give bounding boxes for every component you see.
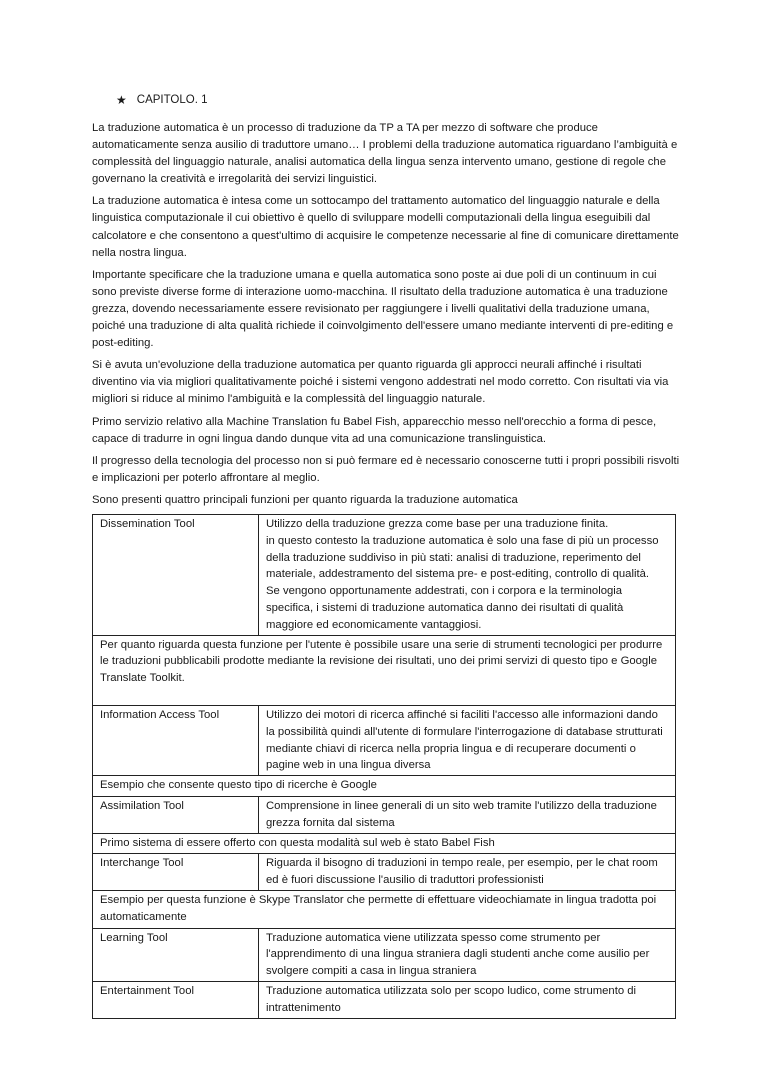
paragraph: La traduzione automatica è intesa come un sottocampo del trattamento automatico del linguaggio naturale e della linguistica computazionale il cui obiettivo è quello di sviluppare modelli computazionali della lingua eseguibili dal calcolatore e che consentono a quest'ultimo di acquisire le competenze necessarie al fine di comunicare direttamente nella nostra lingua. <box>92 195 679 259</box>
function-name: Information Access Tool <box>93 705 259 775</box>
functions-table <box>92 514 676 1019</box>
description-line: in questo contesto la traduzione automatica è solo una fase di più un processo della traduzione suddiviso in più stati: analisi di traduzione, reperimento del materiale, addestramento del sistema pre- e post-editing, controllo di qualità. <box>266 534 659 581</box>
function-description <box>259 796 676 833</box>
function-description <box>259 705 676 775</box>
chapter-title: CAPITOLO. 1 <box>136 94 208 106</box>
table-row <box>93 635 676 705</box>
description-line: Traduzione automatica utilizzata solo per scopo ludico, come strumento di intrattenimento <box>266 984 637 1014</box>
body-text <box>92 120 680 516</box>
table-row <box>93 890 676 928</box>
paragraph: Primo servizio relativo alla Machine Translation fu Babel Fish, apparecchio messo nell'orecchio a forma di pesce, capace di tradurre in ogni lingua dando dunque vita ad una comunicazione translinguistica. <box>92 415 657 445</box>
function-description <box>259 981 676 1018</box>
function-description <box>259 928 676 981</box>
function-name: Assimilation Tool <box>93 796 259 833</box>
chapter-heading <box>116 92 208 109</box>
table-row <box>93 776 676 797</box>
paragraph: Importante specificare che la traduzione umana e quella automatica sono poste ai due poli di un continuum in cui sono previste diverse forme di interazione uomo-macchina. Il risultato della traduzione automatica è una traduzione grezza, dovendo necessariamente essere revisionato per raggiungere i livelli qualitativi della traduzione umana, poiché una traduzione di alta qualità richiede il coinvolgimento dell'essere umano mediante interventi di pre-editing e post-editing. <box>92 268 674 350</box>
table-row <box>93 796 676 833</box>
table-row <box>93 981 676 1018</box>
example-note: Primo sistema di essere offerto con questa modalità sul web è stato Babel Fish <box>93 833 676 854</box>
table-row <box>93 705 676 775</box>
example-note: Esempio che consente questo tipo di ricerche è Google <box>93 776 676 797</box>
example-note: Esempio per questa funzione è Skype Translator che permette di effettuare videochiamate in lingua tradotta poi automaticamente <box>93 890 676 928</box>
table-row <box>93 854 676 891</box>
table-row <box>93 833 676 854</box>
table-row <box>93 515 676 636</box>
description-line: Utilizzo dei motori di ricerca affinché si faciliti l'accesso alle informazioni dando la possibilità quindi all'utente di formulare l'interrogazione di database strutturati mediante chiavi di ricerca nella propria lingua e di recuperare documenti o pagine web in una lingua diversa <box>266 708 663 772</box>
paragraph: Si è avuta un'evoluzione della traduzione automatica per quanto riguarda gli approcci neurali affinché i risultati diventino via via migliori qualitativamente poiché i sistemi vengono addestrati nel modo corretto. Con risultati via via migliori si riduce al minimo l'ambiguità e la complessità del linguaggio naturale. <box>92 359 669 406</box>
example-note: Per quanto riguarda questa funzione per l'utente è possibile usare una serie di strumenti tecnologici per produrre le traduzioni pubblicabili prodotte mediante la revisione dei risultati, uno dei primi servizi di questo tipo e Google Translate Toolkit. <box>93 635 676 705</box>
paragraph: La traduzione automatica è un processo di traduzione da TP a TA per mezzo di software che produce automaticamente senza ausilio di traduttore umano… I problemi della traduzione automatica riguardano l’ambiguità e complessità del linguaggio naturale, analisi automatica della lingua senza intervento umano, gestione di regole che governano la creatività e irregolarità dei servizi linguistici. <box>92 122 678 186</box>
function-name: Entertainment Tool <box>93 981 259 1018</box>
table-intro: Sono presenti quattro principali funzioni per quanto riguarda la traduzione automatica <box>92 493 518 506</box>
table-row <box>93 928 676 981</box>
star-icon: ★ <box>116 93 127 107</box>
description-line: Utilizzo della traduzione grezza come base per una traduzione finita. <box>266 518 609 530</box>
paragraph: Il progresso della tecnologia del processo non si può fermare ed è necessario conoscerne tutti i propri possibili risvolti e implicazioni per poterlo affrontare al meglio. <box>92 454 680 484</box>
description-line: Comprensione in linee generali di un sito web tramite l'utilizzo della traduzione grezza fornita dal sistema <box>266 799 657 829</box>
description-line: Se vengono opportunamente addestrati, con i corpora e la terminologia specifica, i sistemi di traduzione automatica danno dei risultati di qualità maggiore ed economicamente vantaggiosi. <box>266 585 624 631</box>
function-name: Learning Tool <box>93 928 259 981</box>
function-description <box>259 515 676 636</box>
function-name: Dissemination Tool <box>93 515 259 636</box>
function-name: Interchange Tool <box>93 854 259 891</box>
description-line: Riguarda il bisogno di traduzioni in tempo reale, per esempio, per le chat room ed è fuori discussione l'ausilio di traduttori professionisti <box>266 857 658 887</box>
function-description <box>259 854 676 891</box>
description-line: Traduzione automatica viene utilizzata spesso come strumento per l'apprendimento di una lingua straniera dagli studenti anche come ausilio per svolgere compiti a casa in lingua straniera <box>266 931 650 978</box>
